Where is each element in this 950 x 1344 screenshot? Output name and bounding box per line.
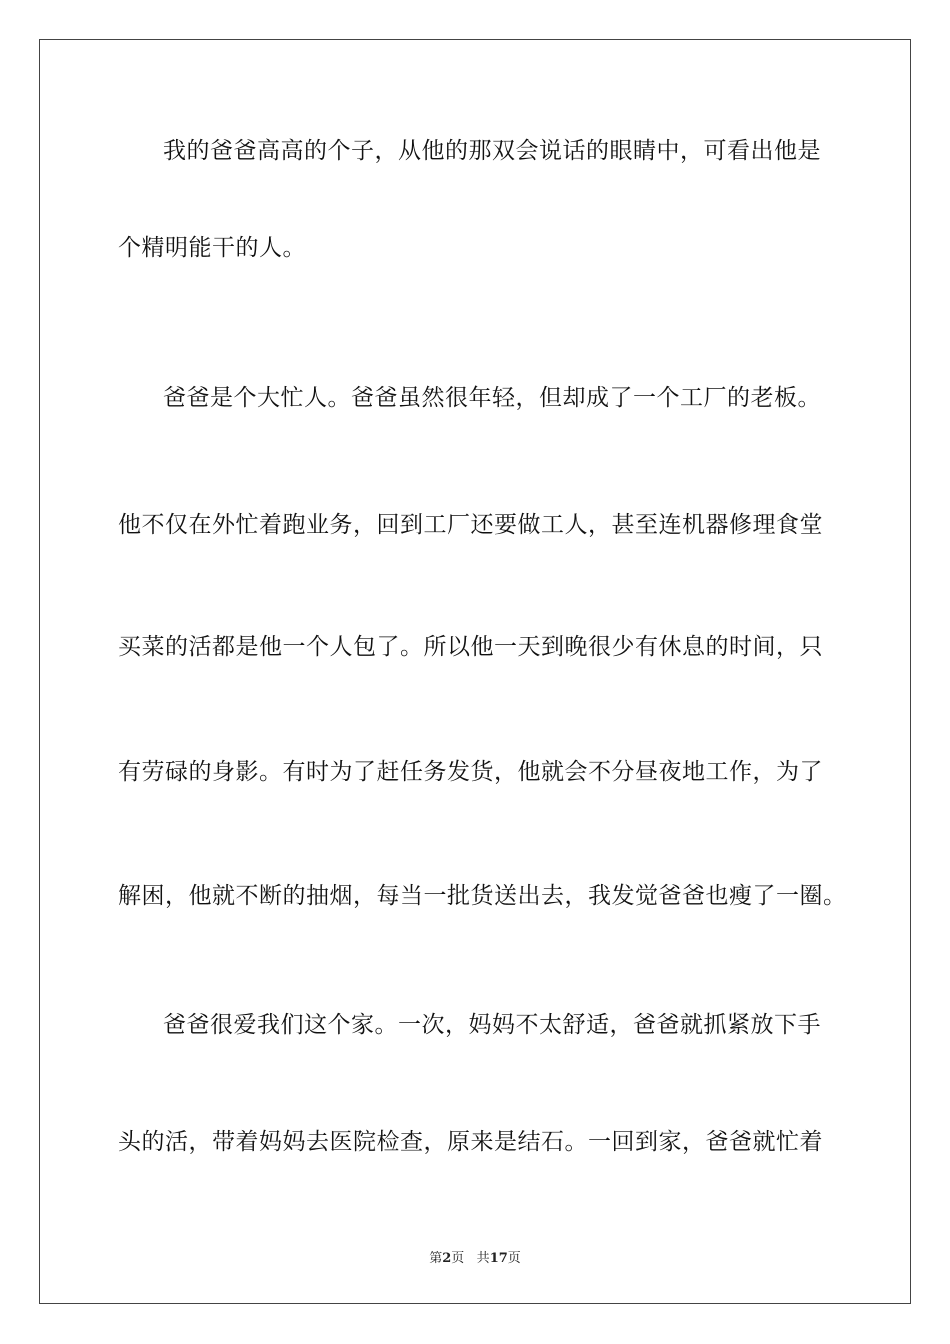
page-prefix: 第 [429,1251,443,1266]
paragraph-2-line-4: 有劳碌的身影。有时为了赶任务发货，他就会不分昼夜地工作，为了 [118,759,823,785]
paragraph-2-line-3: 买菜的活都是他一个人包了。所以他一天到晚很少有休息的时间，只 [118,634,823,660]
page-border [39,39,911,1304]
paragraph-3-line-2: 头的活，带着妈妈去医院检查，原来是结石。一回到家，爸爸就忙着 [118,1129,823,1155]
page-total: 17 [489,1251,508,1266]
paragraph-1-line-2: 个精明能干的人。 [118,235,306,261]
page-footer [0,1247,950,1266]
paragraph-1-line-1: 我的爸爸高高的个子，从他的那双会说话的眼睛中，可看出他是 [163,138,821,164]
page-number: 2 [442,1251,452,1266]
total-suffix: 页 [507,1251,521,1266]
page-suffix: 页 [451,1251,465,1266]
paragraph-3-line-1: 爸爸很爱我们这个家。一次，妈妈不太舒适，爸爸就抓紧放下手 [163,1012,821,1038]
paragraph-2-line-5: 解困，他就不断的抽烟，每当一批货送出去，我发觉爸爸也瘦了一圈。 [118,883,847,909]
paragraph-2-line-1: 爸爸是个大忙人。爸爸虽然很年轻，但却成了一个工厂的老板。 [163,385,821,411]
paragraph-2-line-2: 他不仅在外忙着跑业务，回到工厂还要做工人，甚至连机器修理食堂 [118,512,823,538]
total-prefix: 共 [476,1251,490,1266]
